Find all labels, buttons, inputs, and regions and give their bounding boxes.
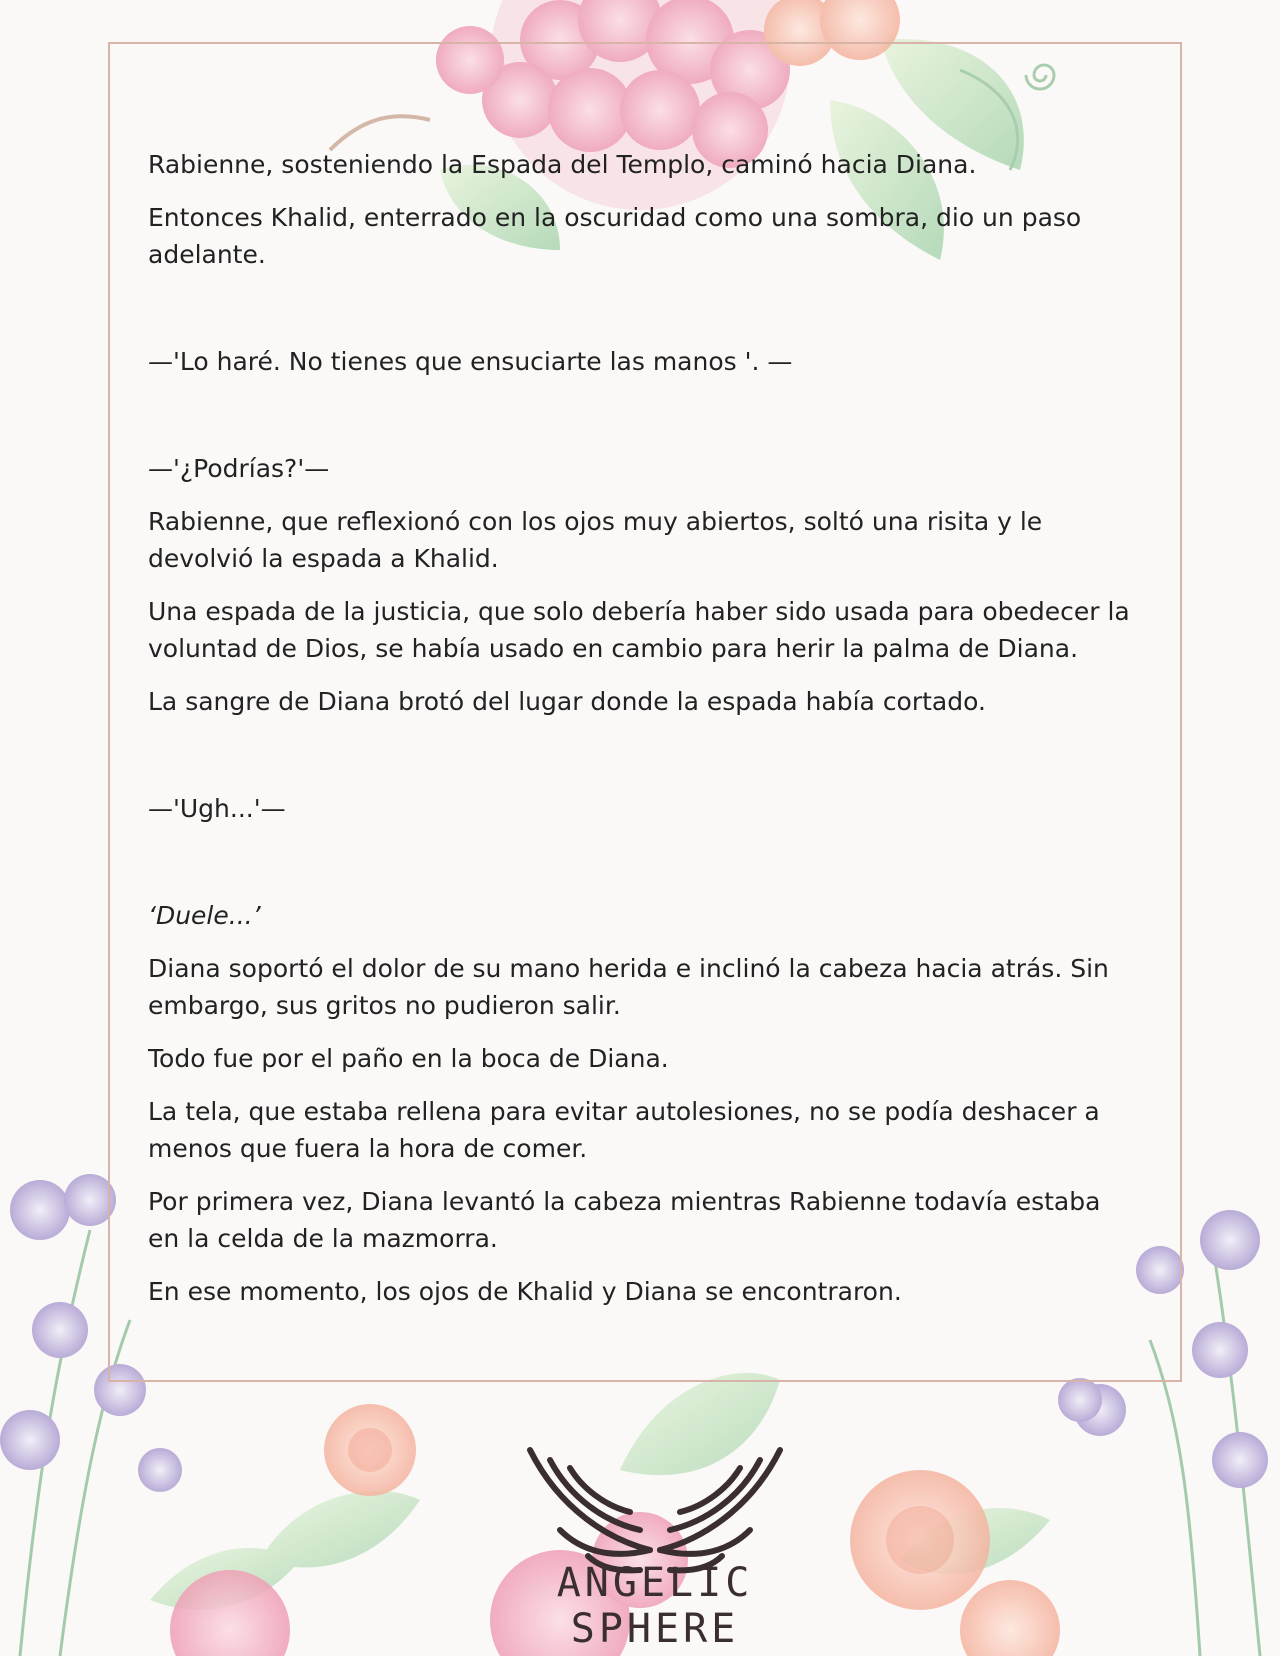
- paragraph-4: Una espada de la justicia, que solo debería haber sido usada para obedecer la voluntad de Dios, se había usado en cambio para herir la palma de Diana.: [148, 597, 1130, 663]
- paragraph-8: La tela, que estaba rellena para evitar autolesiones, no se podía deshacer a menos que fuera la hora de comer.: [148, 1097, 1100, 1163]
- paragraph-2: Entonces Khalid, enterrado en la oscuridad como una sombra, dio un paso adelante.: [148, 203, 1082, 269]
- paragraph-7: Todo fue por el paño en la boca de Diana.: [148, 1044, 669, 1073]
- paragraph-3: Rabienne, que reflexionó con los ojos muy abiertos, soltó una risita y le devolvió la espada a Khalid.: [148, 507, 1043, 573]
- paragraph-5: La sangre de Diana brotó del lugar donde la espada había cortado.: [148, 687, 986, 716]
- paragraph-9: Por primera vez, Diana levantó la cabeza mientras Rabienne todavía estaba en la celda de la mazmorra.: [148, 1187, 1101, 1253]
- dialogue-line-1: —'Lo haré. No tienes que ensuciarte las manos '. —: [148, 347, 793, 376]
- paragraph-6: Diana soportó el dolor de su mano herida e inclinó la cabeza hacia atrás. Sin embargo, sus gritos no pudieron salir.: [148, 954, 1109, 1020]
- dialogue-line-3: —'Ugh...'—: [148, 794, 286, 823]
- chapter-text: [148, 146, 1138, 1310]
- thought-line: ‘Duele...’: [148, 901, 261, 930]
- paragraph-1: Rabienne, sosteniendo la Espada del Templo, caminó hacia Diana.: [148, 150, 977, 179]
- paragraph-10: En ese momento, los ojos de Khalid y Diana se encontraron.: [148, 1277, 902, 1306]
- dialogue-line-2: —'¿Podrías?'—: [148, 454, 330, 483]
- brand-name: ANGELIC SPHERE: [556, 1560, 754, 1652]
